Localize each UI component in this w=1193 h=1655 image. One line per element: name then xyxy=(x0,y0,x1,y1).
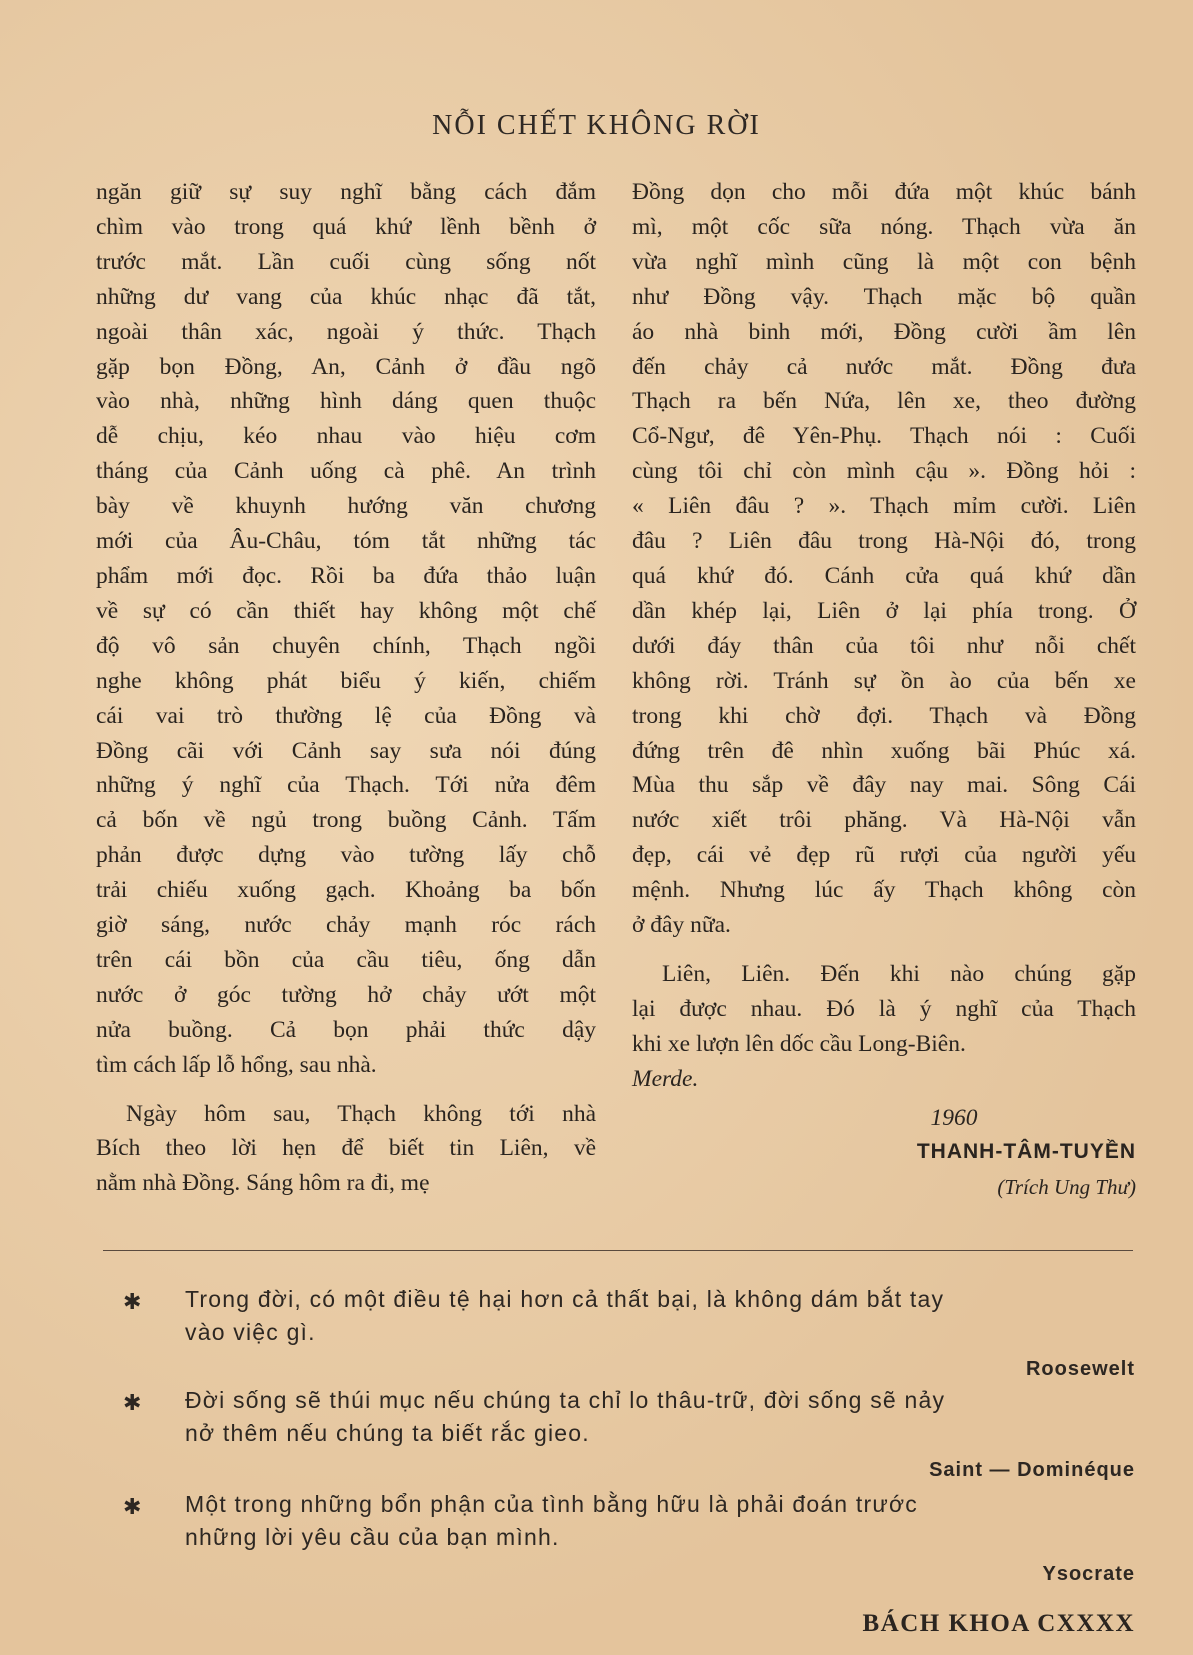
text-line: bày về khuynh hướng văn chương xyxy=(96,493,596,520)
text-line: quá khứ đó. Cánh cửa quá khứ dần xyxy=(632,562,1136,589)
text-line: nước xiết trôi phăng. Và Hà-Nội vẫn xyxy=(632,807,1136,834)
text-line: mì, một cốc sữa nóng. Thạch vừa ăn xyxy=(632,213,1136,240)
divider xyxy=(103,1250,1133,1251)
text-line: Đồng cãi với Cảnh say sưa nói đúng xyxy=(96,737,596,764)
text-line: đẹp, cái vẻ đẹp rũ rượi của người yếu xyxy=(632,842,1136,869)
quote-2-line-1: Đời sống sẽ thúi mục nếu chúng ta chỉ lo thâu-trữ, đời sống sẽ nảy xyxy=(185,1387,946,1413)
running-title: NỖI CHẾT KHÔNG RỜI xyxy=(432,110,761,141)
text-line: trải chiếu xuống gạch. Khoảng ba bốn xyxy=(96,877,596,904)
quote-2-attribution: Saint — Dominéque xyxy=(929,1459,1135,1481)
quote-1-line-2: vào việc gì. xyxy=(185,1319,316,1345)
text-line: gặp bọn Đồng, An, Cảnh ở đầu ngõ xyxy=(96,353,596,380)
text-line: lại được nhau. Đó là ý nghĩ của Thạch xyxy=(632,995,1136,1022)
text-line: những ý nghĩ của Thạch. Tới nửa đêm xyxy=(96,772,596,799)
text-line: như Đồng vậy. Thạch mặc bộ quần xyxy=(632,283,1136,310)
quote-3-attribution: Ysocrate xyxy=(1042,1563,1135,1585)
text-line: phẩm mới đọc. Rồi ba đứa thảo luận xyxy=(96,562,596,589)
text-line: nghe không phát biểu ý kiến, chiếm xyxy=(96,667,596,694)
text-line: dưới đáy thân của tôi như nỗi chết xyxy=(632,632,1136,659)
quote-1-attribution: Roosewelt xyxy=(1025,1358,1135,1380)
text-line: ngăn giữ sự suy nghĩ bằng cách đắm xyxy=(96,179,596,205)
quote-3-line-2: những lời yêu cầu của bạn mình. xyxy=(185,1524,560,1550)
quote-2 xyxy=(123,1384,1135,1487)
quote-1 xyxy=(123,1283,1135,1386)
text-line: ngoài thân xác, ngoài ý thức. Thạch xyxy=(96,318,596,345)
text-line: Thạch ra bến Nứa, lên xe, theo đường xyxy=(632,388,1136,415)
text-line: mới của Âu-Châu, tóm tắt những tác xyxy=(96,528,596,555)
star-bullet-icon: ✱ xyxy=(123,1390,142,1415)
text-line: mệnh. Nhưng lúc ấy Thạch không còn xyxy=(632,877,1136,904)
left-para-2 xyxy=(96,1097,596,1202)
text-line: nước ở góc tường hở chảy ướt một xyxy=(96,981,596,1008)
text-line: áo nhà binh mới, Đồng cười ầm lên xyxy=(632,318,1136,345)
closing-word: Merde. xyxy=(632,1065,699,1092)
left-column xyxy=(96,175,596,1201)
text-line: ở đây nữa. xyxy=(632,912,731,939)
text-line: Liên, Liên. Đến khi nào chúng gặp xyxy=(662,960,1136,987)
source: (Trích Ung Thư) xyxy=(997,1175,1136,1200)
star-bullet-icon: ✱ xyxy=(123,1494,142,1519)
text-line: trong khi chờ đợi. Thạch và Đồng xyxy=(632,702,1136,729)
text-line: những dư vang của khúc nhạc đã tắt, xyxy=(96,283,596,310)
text-line: chìm vào trong quá khứ lềnh bềnh ở xyxy=(96,213,596,240)
author: THANH-TÂM-TUYỀN xyxy=(916,1140,1136,1164)
year: 1960 xyxy=(930,1104,978,1131)
text-line: độ vô sản chuyên chính, Thạch ngồi xyxy=(96,632,596,659)
text-line: vừa nghĩ mình cũng là một con bệnh xyxy=(632,248,1136,275)
text-line: cái vai trò thường lệ của Đồng và xyxy=(96,702,596,729)
text-line: trên cái bồn của cầu tiêu, ống dẫn xyxy=(96,946,596,973)
text-line: nửa buồng. Cả bọn phải thức dậy xyxy=(96,1016,596,1043)
text-line: giờ sáng, nước chảy mạnh róc rách xyxy=(96,912,596,939)
text-line: vào nhà, những hình dáng quen thuộc xyxy=(96,388,596,415)
text-line: về sự có cần thiết hay không một chế xyxy=(96,597,596,624)
text-line: khi xe lượn lên dốc cầu Long-Biên. xyxy=(632,1030,966,1057)
text-line: « Liên đâu ? ». Thạch mỉm cười. Liên xyxy=(632,493,1136,520)
left-para-1 xyxy=(96,175,596,1083)
page-footer: BÁCH KHOA CXXXX xyxy=(862,1610,1135,1637)
text-line: không rời. Tránh sự ồn ào của bến xe xyxy=(632,667,1136,694)
quote-2-line-2: nở thêm nếu chúng ta biết rắc gieo. xyxy=(185,1420,590,1446)
text-line: cả bốn về ngủ trong buồng Cảnh. Tấm xyxy=(96,807,596,834)
quote-3-line-1: Một trong những bổn phận của tình bằng hữu là phải đoán trước xyxy=(185,1491,918,1517)
text-line: Ngày hôm sau, Thạch không tới nhà xyxy=(126,1100,596,1127)
right-para-1 xyxy=(632,175,1136,943)
right-column xyxy=(632,175,1136,1205)
text-line: trước mắt. Lần cuối cùng sống nốt xyxy=(96,248,596,275)
text-line: Mùa thu sắp về đây nay mai. Sông Cái xyxy=(632,772,1136,799)
text-line: cùng tôi chỉ còn mình cậu ». Đồng hỏi : xyxy=(632,458,1136,485)
right-para-2 xyxy=(632,957,1136,1062)
text-line: dễ chịu, kéo nhau vào hiệu cơm xyxy=(96,423,596,450)
text-line: Cổ-Ngư, đê Yên-Phụ. Thạch nói : Cuối xyxy=(632,423,1136,450)
star-bullet-icon: ✱ xyxy=(123,1289,142,1314)
text-line: tìm cách lấp lỗ hổng, sau nhà. xyxy=(96,1051,377,1078)
text-line: Bích theo lời hẹn để biết tin Liên, về xyxy=(96,1135,596,1162)
text-line: đến chảy cả nước mắt. Đồng đưa xyxy=(632,353,1136,380)
text-line: tháng của Cảnh uống cà phê. An trình xyxy=(96,458,596,485)
text-line: đứng trên đê nhìn xuống bãi Phúc xá. xyxy=(632,737,1136,764)
quote-1-line-1: Trong đời, có một điều tệ hại hơn cả thất bại, là không dám bắt tay xyxy=(185,1286,945,1312)
text-line: đâu ? Liên đâu trong Hà-Nội đó, trong xyxy=(632,528,1136,555)
text-line: Đồng dọn cho mỗi đứa một khúc bánh xyxy=(632,179,1136,205)
quote-3 xyxy=(123,1488,1135,1591)
text-line: nằm nhà Đồng. Sáng hôm ra đi, mẹ xyxy=(96,1170,430,1197)
text-line: phản được dựng vào tường lấy chỗ xyxy=(96,842,596,869)
text-line: dần khép lại, Liên ở lại phía trong. Ở xyxy=(632,597,1136,624)
